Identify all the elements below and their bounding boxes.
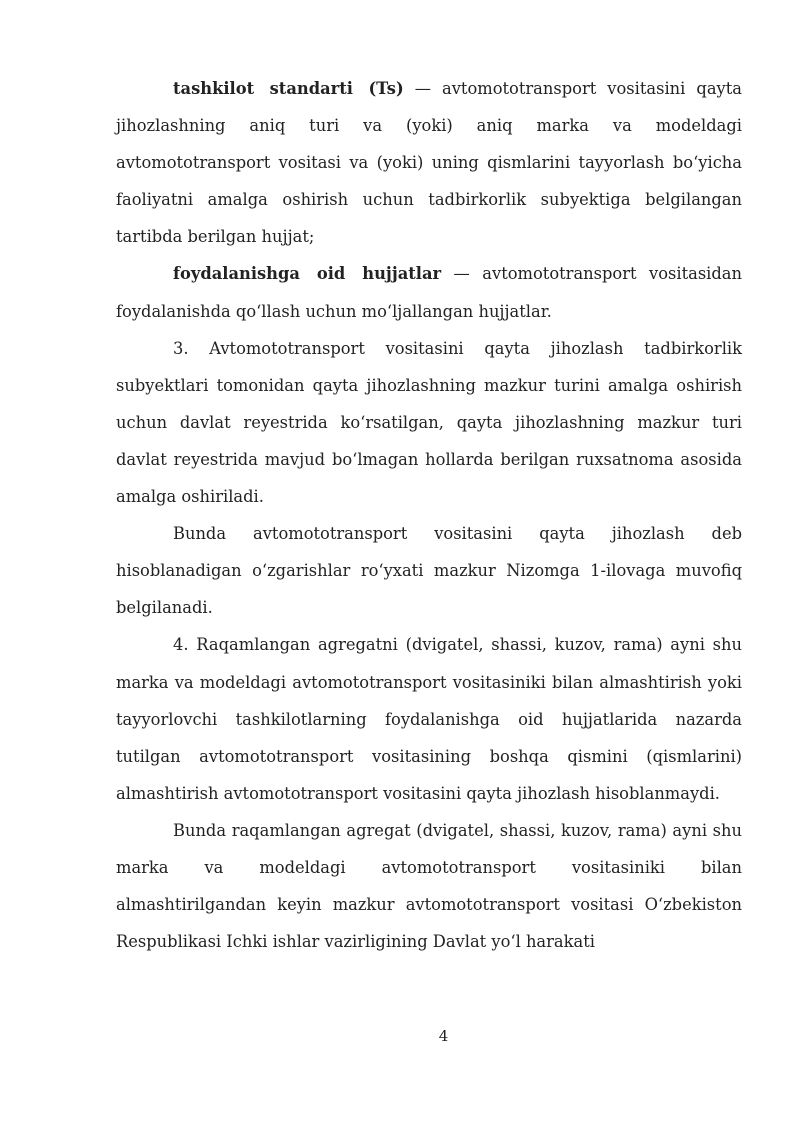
definition-term: foydalanishga oid hujjatlar	[173, 264, 442, 284]
document-body	[116, 70, 742, 960]
definition-term: tashkilot standarti (Ts)	[173, 79, 404, 98]
page-number: 4	[438, 1027, 449, 1045]
definition-dash: —	[403, 79, 443, 98]
paragraph-3: 3. Avtomototransport vositasini qayta jihozlash tadbirkorlik subyektlari tomonidan qayta jihozlashning mazkur turini amalga oshirish uchun davlat reyestrida ko‘rsatilgan, qayta jihozlashning mazkur turi davlat reyestrida mavjud bo‘lmagan hollarda berilgan ruxsatnoma asosida amalga oshiriladi.	[116, 338, 742, 507]
definition-dash: —	[441, 264, 483, 284]
definition-foydalanishga-oid-hujjatlar	[116, 255, 742, 329]
paragraph-4: 4. Raqamlangan agregatni (dvigatel, shassi, kuzov, rama) ayni shu marka va modeldagi avtomototransport vositasiniki bilan almashtirish yoki tayyorlovchi tashkilotlarning foydalanishga oid hujjatlarida nazarda tutilgan avtomototransport vositasining boshqa qismini (qismlarini) almashtirish avtomototransport vositasini qayta jihozlash hisoblanmaydi.	[116, 635, 742, 803]
paragraph-3-note: Bunda avtomototransport vositasini qayta jihozlash deb hisoblanadigan o‘zgarishlar ro‘yxati mazkur Nizomga 1-ilovaga muvofiq belgilanadi.	[116, 524, 742, 618]
definition-text: avtomototransport vositasidan foydalanishda qo‘llash uchun mo‘ljallangan hujjatlar.	[116, 264, 742, 321]
paragraph-4-note: Bunda raqamlangan agregat (dvigatel, shassi, kuzov, rama) ayni shu marka va modeldagi avtomototransport vositasiniki bilan almashtirilgandan keyin mazkur avtomototransport vositasi O‘zbekiston Respublikasi Ichki ishlar vazirligining Davlat yo‘l harakati	[116, 820, 742, 952]
definition-tashkilot-standarti	[116, 70, 742, 255]
definition-text: avtomototransport vositasini qayta jihozlashning aniq turi va (yoki) aniq marka va modeldagi avtomototransport vositasi va (yoki) uning qismlarini tayyorlash bo‘yicha faoliyatni amalga oshirish uchun tadbirkorlik subyektiga belgilangan tartibda berilgan hujjat;	[116, 79, 742, 247]
